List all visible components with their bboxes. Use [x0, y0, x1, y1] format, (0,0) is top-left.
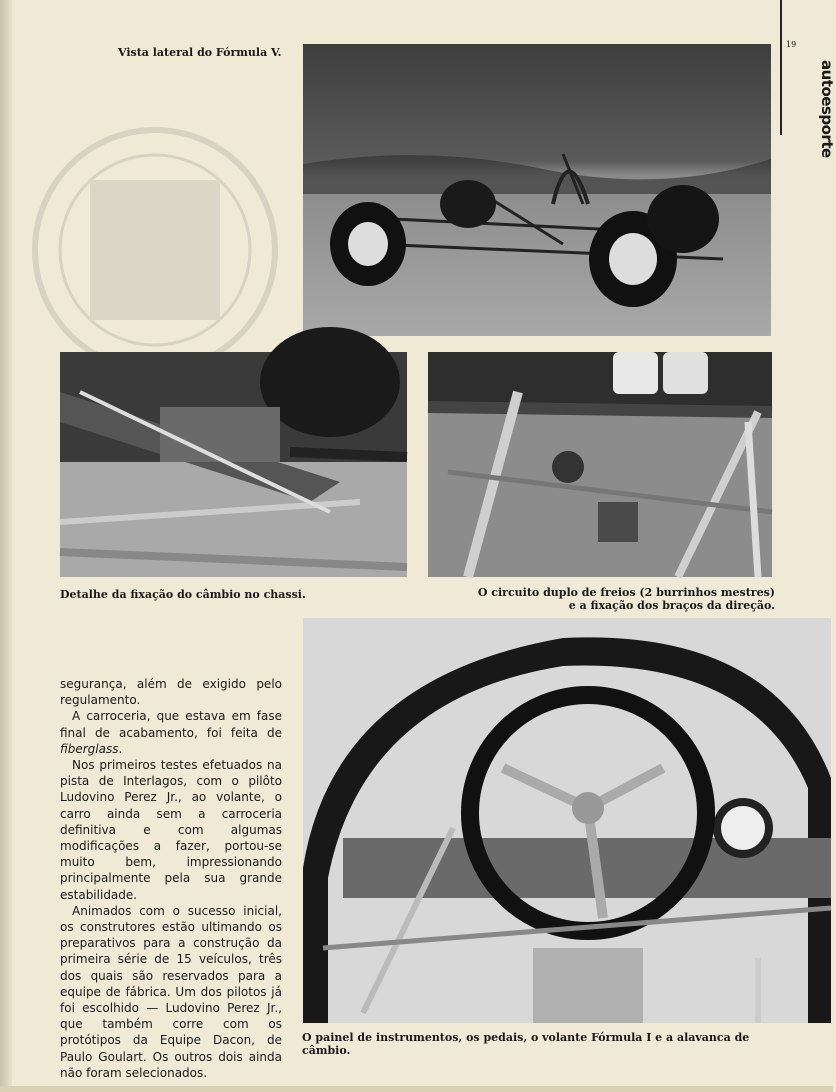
- magazine-brand: autoesporte: [818, 60, 836, 158]
- article-text-italic: fiberglass: [60, 741, 119, 756]
- page-edge: [0, 0, 12, 1092]
- photo-brake-circuit-steering: [428, 352, 772, 577]
- article-body: [60, 676, 282, 1081]
- caption-brake-circuit: [430, 586, 775, 612]
- article-paragraph: Nos primeiros testes efetuados na pista de Interlagos, com o pilôto Ludovino Perez Jr., ao volante, o carro ainda sem a carroceria definitiva e com algumas modificações a fazer, portou-se muito bem, impressionando principalmente pela sua grande estabilidade.: [60, 758, 282, 902]
- article-text: A carroceria, que estava em fase final de acabamento, foi feita de: [60, 709, 282, 740]
- caption-gearbox-detail: Detalhe da fixação do câmbio no chassi.: [60, 588, 306, 601]
- caption-brake-circuit-line1: O circuito duplo de freios (2 burrinhos mestres): [477, 586, 775, 599]
- article-paragraph: [60, 708, 282, 757]
- caption-brake-circuit-line2: e a fixação dos braços da direção.: [568, 599, 775, 612]
- article-paragraph: Animados com o sucesso inicial, os construtores estão ultimando os preparativos para a construção da primeira série de 15 veículos, três dos quais são reservados para a equipe de fábrica. Um dos pilotos já foi escolhido — Ludovino Perez Jr., que também corre com os protótipos da Equipe Dacon, de Paulo Goulart. Os outros dois ainda não foram selecionados.: [60, 903, 282, 1080]
- caption-side-view: Vista lateral do Fórmula V.: [118, 46, 282, 59]
- photo-formula-v-side-view: [303, 44, 771, 336]
- caption-cockpit: O painel de instrumentos, os pedais, o volante Fórmula I e a alavanca de câmbio.: [302, 1031, 750, 1057]
- article-paragraph: segurança, além de exigido pelo regulamento.: [60, 677, 282, 708]
- photo-cockpit-steering-wheel: [303, 618, 831, 1023]
- background-stamp-watermark: [20, 120, 290, 380]
- page-edge-bottom: [0, 1086, 833, 1092]
- page-number: 19: [786, 40, 797, 49]
- article-text: .: [118, 741, 123, 756]
- photo-gearbox-mount-detail: [60, 352, 407, 577]
